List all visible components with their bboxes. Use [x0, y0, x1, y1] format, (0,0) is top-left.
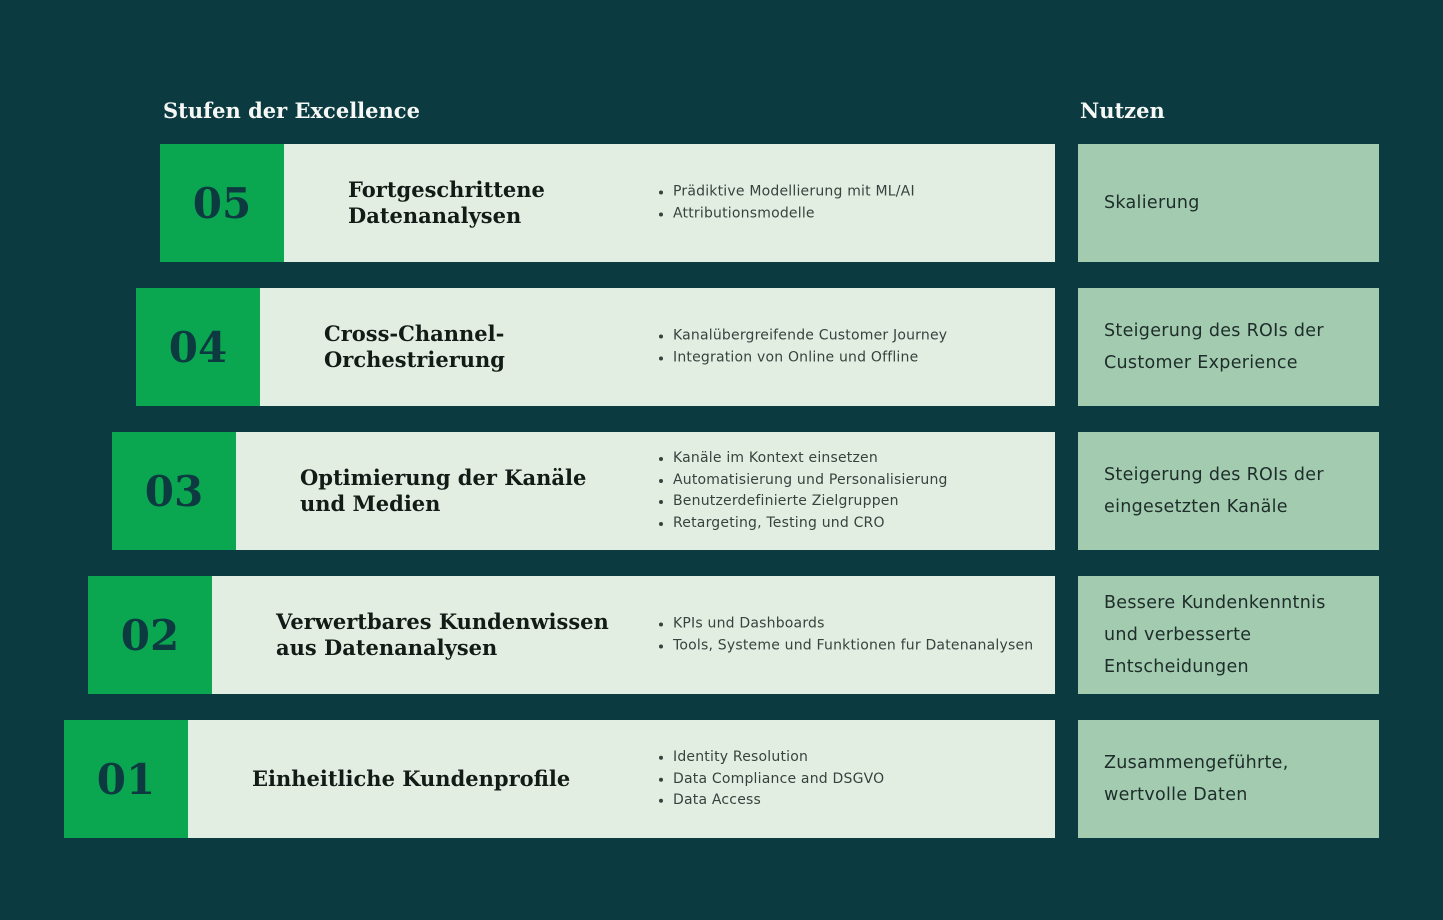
- bullet-item: Kanäle im Kontext einsetzen: [658, 448, 948, 470]
- bullet-item: Automatisierung und Personalisierung: [658, 470, 948, 492]
- step-number-box: [88, 576, 212, 694]
- benefit-text: Steigerung des ROIs der eingesetzten Kanäle: [1104, 465, 1324, 517]
- left-column-header: Stufen der Excellence: [163, 98, 420, 123]
- right-column-header: Nutzen: [1080, 98, 1165, 123]
- step-row-04: [136, 288, 1055, 406]
- step-bullets: [658, 747, 884, 812]
- step-number-box: [160, 144, 284, 262]
- bullet-item: Identity Resolution: [658, 747, 884, 769]
- step-bullets: [658, 614, 1033, 657]
- step-bar: [188, 720, 1055, 838]
- step-title-line1: Cross-Channel-: [324, 321, 505, 346]
- step-row-03: [112, 432, 1055, 550]
- step-title: [252, 766, 570, 792]
- step-title: [300, 465, 586, 517]
- benefit-box-01: [1078, 720, 1379, 838]
- bullet-item: Prädiktive Modellierung mit ML/AI: [658, 182, 915, 204]
- bullet-item: Retargeting, Testing und CRO: [658, 513, 948, 535]
- step-row-01: [64, 720, 1055, 838]
- step-title-line1: Optimierung der Kanäle: [300, 465, 587, 490]
- bullet-item: Kanalübergreifende Customer Journey: [658, 326, 947, 348]
- step-title-line2: Datenanalysen: [348, 203, 522, 228]
- step-bar: [236, 432, 1055, 550]
- step-number-box: [112, 432, 236, 550]
- step-title-line2: Orchestrierung: [324, 347, 505, 372]
- step-bar: [260, 288, 1055, 406]
- benefit-text: Steigerung des ROIs der Customer Experience: [1104, 321, 1324, 373]
- step-title-line1: Verwertbares Kundenwissen: [276, 609, 609, 634]
- step-number: 03: [144, 466, 204, 516]
- step-bullets: [658, 182, 915, 225]
- step-title: [276, 609, 609, 661]
- step-bar: [284, 144, 1055, 262]
- bullet-item: Data Compliance and DSGVO: [658, 768, 884, 790]
- benefit-box-02: [1078, 576, 1379, 694]
- step-title: [348, 177, 545, 229]
- step-number-box: [64, 720, 188, 838]
- step-number: 05: [192, 178, 252, 228]
- bullet-item: Tools, Systeme und Funktionen fur Datenanalysen: [658, 635, 1033, 657]
- step-title-line2: aus Datenanalysen: [276, 635, 498, 660]
- step-number-box: [136, 288, 260, 406]
- benefit-box-03: [1078, 432, 1379, 550]
- step-row-02: [88, 576, 1055, 694]
- step-title-line1: Fortgeschrittene: [348, 177, 545, 202]
- step-bullets: [658, 448, 948, 534]
- benefit-text: Skalierung: [1104, 193, 1200, 213]
- benefit-box-05: [1078, 144, 1379, 262]
- step-number: 02: [120, 610, 180, 660]
- step-title-line1: Einheitliche Kundenprofile: [252, 766, 571, 791]
- step-title: [324, 321, 505, 373]
- step-title-line2: und Medien: [300, 491, 441, 516]
- bullet-item: Attributionsmodelle: [658, 203, 915, 225]
- benefit-text: Zusammengeführte, wertvolle Daten: [1104, 753, 1289, 805]
- step-row-05: [160, 144, 1055, 262]
- benefit-box-04: [1078, 288, 1379, 406]
- step-bullets: [658, 326, 947, 369]
- step-bar: [212, 576, 1055, 694]
- bullet-item: Data Access: [658, 790, 884, 812]
- step-number: 04: [168, 322, 228, 372]
- benefit-text: Bessere Kundenkenntnis und verbesserte Entscheidungen: [1104, 593, 1326, 677]
- bullet-item: KPIs und Dashboards: [658, 614, 1033, 636]
- bullet-item: Benutzerdefinierte Zielgruppen: [658, 491, 948, 513]
- bullet-item: Integration von Online und Offline: [658, 347, 947, 369]
- step-number: 01: [96, 754, 156, 804]
